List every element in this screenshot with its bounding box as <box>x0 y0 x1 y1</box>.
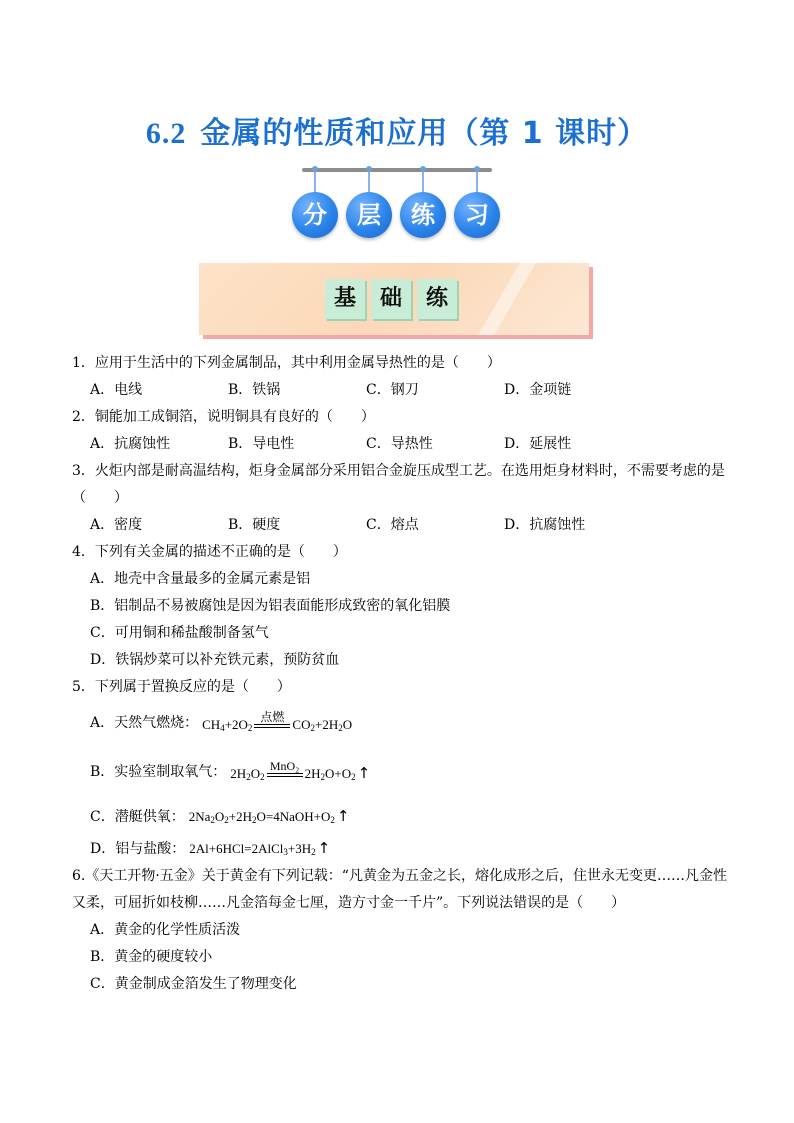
question-stem: 3．火炬内部是耐高温结构，炬身金属部分采用铝合金旋压成型工艺。在选用炬身材料时，不需要考虑的是 <box>72 463 725 479</box>
question-stem: 4．下列有关金属的描述不正确的是（ ） <box>72 544 347 560</box>
gas-arrow-icon: ↑ <box>336 807 350 825</box>
gas-arrow-icon: ↑ <box>357 764 371 782</box>
chemical-equation: 2Al+6HCl=2AlCl 3 +3H 2 ↑ <box>189 839 331 857</box>
question-stem: 2．铜能加工成铜箔，说明铜具有良好的（ ） <box>72 409 375 425</box>
option-label: C．潜艇供氧： <box>90 809 185 825</box>
reaction-condition: MnO₂ <box>267 760 303 782</box>
chemical-equation: CH 4 +2O 2 点燃 CO $_2$ +2H 2 O <box>202 710 353 733</box>
option: D．抗腐蚀性 <box>504 517 586 533</box>
banner-shine <box>478 263 536 335</box>
section-banner <box>199 263 589 335</box>
option: B．铁锅 <box>228 382 281 398</box>
option-a <box>72 701 732 743</box>
option: C．黄金制成金箔发生了物理变化 <box>90 976 297 992</box>
hanger-string <box>476 172 478 192</box>
section-ball: 习 <box>454 192 500 238</box>
option: B．黄金的硬度较小 <box>90 949 213 965</box>
question-stem: 1．应用于生活中的下列金属制品，其中利用金属导热性的是（ ） <box>72 355 501 371</box>
hanger-string <box>422 172 424 192</box>
section-ball: 分 <box>292 192 338 238</box>
option: D．铁锅炒菜可以补充铁元素，预防贫血 <box>90 652 340 668</box>
page-title <box>0 108 794 152</box>
option-c <box>72 799 732 833</box>
gas-arrow-icon: ↑ <box>317 839 331 857</box>
question-stem: 5．下列属于置换反应的是（ ） <box>72 679 291 695</box>
option-label: D．铝与盐酸： <box>90 841 186 857</box>
option: D．延展性 <box>504 436 572 452</box>
option: B．导电性 <box>228 436 295 452</box>
option: C．可用铜和稀盐酸制备氢气 <box>90 625 269 641</box>
question-stem-continued: 又柔，可屈折如枝柳……凡金箔每金七厘，造方寸金一千片”。下列说法错误的是（ ） <box>72 895 626 911</box>
hanger-string <box>368 172 370 192</box>
question-stem-continued: （ ） <box>72 490 128 506</box>
section-ball: 练 <box>400 192 446 238</box>
question-list <box>72 350 732 998</box>
option-label: A．天然气燃烧： <box>90 715 199 731</box>
option-row <box>72 512 732 539</box>
option: A．黄金的化学性质活泼 <box>90 922 241 938</box>
option: C．导热性 <box>366 436 433 452</box>
option-b <box>72 743 732 799</box>
option: A．电线 <box>90 382 143 398</box>
reaction-condition: 点燃 <box>254 711 290 733</box>
banner-tile: 础 <box>371 279 411 319</box>
chemical-equation: 2Na 2 O 2 +2H 2 O=4NaOH+O 2 ↑ <box>188 807 350 825</box>
title-text: 金属的性质和应用（第 1 课时） <box>200 116 649 151</box>
option: A．密度 <box>90 517 143 533</box>
option: A．抗腐蚀性 <box>90 436 171 452</box>
question-stem: 6.《天工开物·五金》关于黄金有下列记载：“凡黄金为五金之长，熔化成形之后，住世永无变更……凡金性 <box>72 868 727 884</box>
option-label: B．实验室制取氧气： <box>90 764 227 780</box>
banner-tile: 练 <box>417 279 457 319</box>
option-row <box>72 431 732 458</box>
option: D．金项链 <box>504 382 572 398</box>
option: A．地壳中含量最多的金属元素是铝 <box>90 571 311 587</box>
hanger-rod <box>302 168 492 172</box>
banner-tile: 基 <box>325 279 365 319</box>
chemical-equation: 2H 2 O 2 MnO₂ 2H $_2$ O+O 2 ↑ <box>230 759 371 782</box>
hanger-string <box>314 172 316 192</box>
banner-tiles <box>325 279 457 319</box>
option-row <box>72 377 732 404</box>
section-ball: 层 <box>346 192 392 238</box>
option: B．硬度 <box>228 517 281 533</box>
option: B．铝制品不易被腐蚀是因为铝表面能形成致密的氧化铝膜 <box>90 598 451 614</box>
option-d <box>72 833 732 863</box>
option: C．熔点 <box>366 517 419 533</box>
section-number: 6.2 <box>145 117 187 150</box>
option: C．钢刀 <box>366 382 419 398</box>
